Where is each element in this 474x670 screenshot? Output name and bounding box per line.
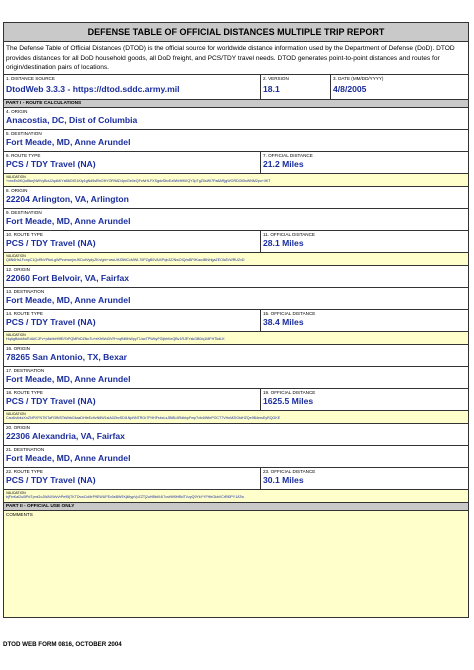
origin-row — [4, 108, 468, 130]
origin-label: 4. ORIGIN — [6, 108, 28, 114]
route-type-cell — [4, 152, 260, 173]
origin-label: 8. ORIGIN — [6, 187, 28, 193]
form-footer: DTOD WEB FORM 0816, OCTOBER 2004 — [3, 641, 122, 648]
destination-cell — [4, 446, 468, 467]
route-type-cell — [4, 389, 260, 410]
origin-value: Anacostia, DC, Dist of Columbia — [6, 114, 138, 125]
origin-row — [4, 187, 468, 209]
distance-source-label: 1. DISTANCE SOURCE — [6, 75, 55, 81]
distance-source-value: DtodWeb 3.3.3 - https://dtod.sddc.army.mil — [6, 83, 180, 94]
date-label: 3. DATE (MM/DD/YYYY) — [333, 75, 384, 81]
destination-cell — [4, 288, 468, 309]
validation-code: Q8N6Hs1FcnpC1QxRbVPkeLgWPzvmcnjmJKDuH/ydyZKn/ghr+wwUHZ8MCcMWL70PZgB0VAlXPqb3Z/NwOIQ/wBF9Kao4BNHgaZEOlaTcWRUZvD — [6, 257, 245, 262]
route-type-label: 10. ROUTE TYPE — [6, 231, 43, 237]
route-row — [4, 310, 468, 332]
official-distance-cell — [260, 231, 468, 252]
destination-cell — [4, 209, 468, 230]
official-distance-value: 1625.5 Miles — [263, 395, 314, 406]
official-distance-label: 19. OFFICIAL DISTANCE — [263, 389, 316, 395]
origin-value: 22306 Alexandria, VA, Fairfax — [6, 430, 125, 441]
route-type-value: PCS / TDY Travel (NA) — [6, 237, 96, 248]
destination-row — [4, 288, 468, 310]
version-value: 18.1 — [263, 83, 280, 94]
form-title: DEFENSE TABLE OF OFFICIAL DISTANCES MULTIPLE TRIP REPORT — [4, 23, 468, 42]
trip-block — [4, 424, 468, 503]
route-type-value: PCS / TDY Travel (NA) — [6, 395, 96, 406]
origin-label: 16. ORIGIN — [6, 345, 30, 351]
route-type-label: 14. ROUTE TYPE — [6, 310, 43, 316]
validation-code: HqAgBdoMd/EdUiCJFv+p8zbbH9fE/SrPQMRrDZlkoTu+eKfrWoDVR+xqfNMhWpyT1/acTPWbyFGljbhKeQBv1RJEYskGB0/q1MFHTkdLK — [6, 336, 225, 341]
origin-cell — [4, 345, 468, 366]
route-type-value: PCS / TDY Travel (NA) — [6, 316, 96, 327]
destination-label: 13. DESTINATION — [6, 288, 45, 294]
official-distance-value: 28.1 Miles — [263, 237, 304, 248]
part-one-heading: PART I - ROUTE CALCULATIONS — [4, 100, 468, 108]
destination-row — [4, 130, 468, 152]
header-row — [4, 75, 468, 100]
origin-cell — [4, 424, 468, 445]
route-type-value: PCS / TDY Travel (NA) — [6, 158, 96, 169]
comments-label: COMMENTS — [6, 511, 33, 517]
destination-label: 21. DESTINATION — [6, 446, 45, 452]
route-type-cell — [4, 310, 260, 331]
destination-label: 17. DESTINATION — [6, 367, 45, 373]
origin-value: 22204 Arlington, VA, Arlington — [6, 193, 129, 204]
destination-row — [4, 446, 468, 468]
destination-value: Fort Meade, MD, Anne Arundel — [6, 215, 131, 226]
trip-block — [4, 187, 468, 266]
intro-text: The Defense Table of Official Distances (DTOD) is the official source for worldwide distance information used by the Department of Defense (DoD). DTOD provides distances for all DoD household goods, all DoD freight, and PCS/TDY travel needs. DTOD generates point-to-point distances and routes for origin/destination pairs of locations. — [4, 42, 468, 75]
route-row — [4, 389, 468, 411]
official-distance-value: 21.2 Miles — [263, 158, 304, 169]
date-cell — [330, 75, 468, 99]
validation-field[interactable] — [4, 174, 468, 187]
destination-row — [4, 209, 468, 231]
route-type-cell — [4, 231, 260, 252]
route-type-cell — [4, 468, 260, 489]
route-type-label: 6. ROUTE TYPE — [6, 152, 41, 158]
part-two-heading: PART II - OFFICIAL USE ONLY — [4, 503, 468, 511]
official-distance-value: 30.1 Miles — [263, 474, 304, 485]
origin-row — [4, 345, 468, 367]
validation-code: +vnxEs0KQuBknjNWVyBoU2qdkKYsB6GfG1Kty1gNd5sRbC9tYOR9AD4pnGe0eQFcfvHLFXSgdzSbvEzWbHt9lXQY3pTgZ0sWI7Pa8ARjgWORDOl0lsWNM2pu+/IKT — [6, 178, 271, 183]
origin-cell — [4, 187, 468, 208]
official-distance-cell — [260, 152, 468, 173]
origin-row — [4, 266, 468, 288]
version-cell — [260, 75, 330, 99]
comments-field[interactable] — [4, 511, 468, 617]
destination-value: Fort Meade, MD, Anne Arundel — [6, 294, 131, 305]
official-distance-label: 23. OFFICIAL DISTANCE — [263, 468, 316, 474]
origin-value: 22060 Fort Belvoir, VA, Fairfax — [6, 272, 130, 283]
distance-source-cell — [4, 75, 260, 99]
route-row — [4, 152, 468, 174]
trip-report-form — [3, 22, 469, 618]
route-type-label: 18. ROUTE TYPE — [6, 389, 43, 395]
route-type-value: PCS / TDY Travel (NA) — [6, 474, 96, 485]
origin-cell — [4, 266, 468, 287]
date-value: 4/8/2005 — [333, 83, 367, 94]
validation-label: VALIDATION — [6, 174, 26, 179]
validation-field[interactable] — [4, 411, 468, 424]
official-distance-cell — [260, 468, 468, 489]
trip-list — [4, 108, 468, 503]
trip-block — [4, 266, 468, 345]
validation-field[interactable] — [4, 332, 468, 345]
official-distance-label: 11. OFFICIAL DISTANCE — [263, 231, 315, 237]
official-distance-cell — [260, 389, 468, 410]
destination-value: Fort Meade, MD, Anne Arundel — [6, 452, 131, 463]
destination-value: Fort Meade, MD, Anne Arundel — [6, 373, 131, 384]
origin-cell — [4, 108, 468, 129]
validation-code: bjFtvKaI2ul5PdTpmGoJWAXWvVrPe95jTKTDvwCoMrP9EWUFEv0sBW9Xj4ltypVpZZTj2uHBbtX4I7csHM9HBdTVzyQ9YkYYFHbGkbVCrRl0PY1ATw — [6, 494, 244, 499]
route-row — [4, 468, 468, 490]
destination-label: 5. DESTINATION — [6, 130, 42, 136]
origin-row — [4, 424, 468, 446]
official-distance-value: 38.4 Miles — [263, 316, 304, 327]
validation-label: VALIDATION — [6, 490, 26, 495]
version-label: 2. VERSION — [263, 75, 289, 81]
validation-label: VALIDATION — [6, 332, 26, 337]
official-distance-label: 7. OFFICIAL DISTANCE — [263, 152, 313, 158]
destination-cell — [4, 130, 468, 151]
official-distance-label: 15. OFFICIAL DISTANCE — [263, 310, 316, 316]
destination-value: Fort Meade, MD, Anne Arundel — [6, 136, 131, 147]
route-type-label: 22. ROUTE TYPE — [6, 468, 43, 474]
validation-code: Cau6n4rkzXnZNPXFNTl0TaFl3fNSTsWrbGkazDHfeEc9vN8W1sIA0ZbvSDt1NpNNTRGr7FHHFsbcLsJBf8L6RdbkpFmpTxb4iWfnPOCT7VHnM2IGtdHZQe9B4ersEyRQGKE — [6, 415, 281, 420]
origin-label: 12. ORIGIN — [6, 266, 30, 272]
destination-label: 9. DESTINATION — [6, 209, 42, 215]
trip-block — [4, 345, 468, 424]
validation-label: VALIDATION — [6, 411, 26, 416]
official-distance-cell — [260, 310, 468, 331]
validation-label: VALIDATION — [6, 253, 26, 258]
validation-field[interactable] — [4, 253, 468, 266]
trip-block — [4, 108, 468, 187]
origin-value: 78265 San Antonio, TX, Bexar — [6, 351, 127, 362]
validation-field[interactable] — [4, 490, 468, 503]
destination-cell — [4, 367, 468, 388]
destination-row — [4, 367, 468, 389]
route-row — [4, 231, 468, 253]
origin-label: 20. ORIGIN — [6, 424, 30, 430]
